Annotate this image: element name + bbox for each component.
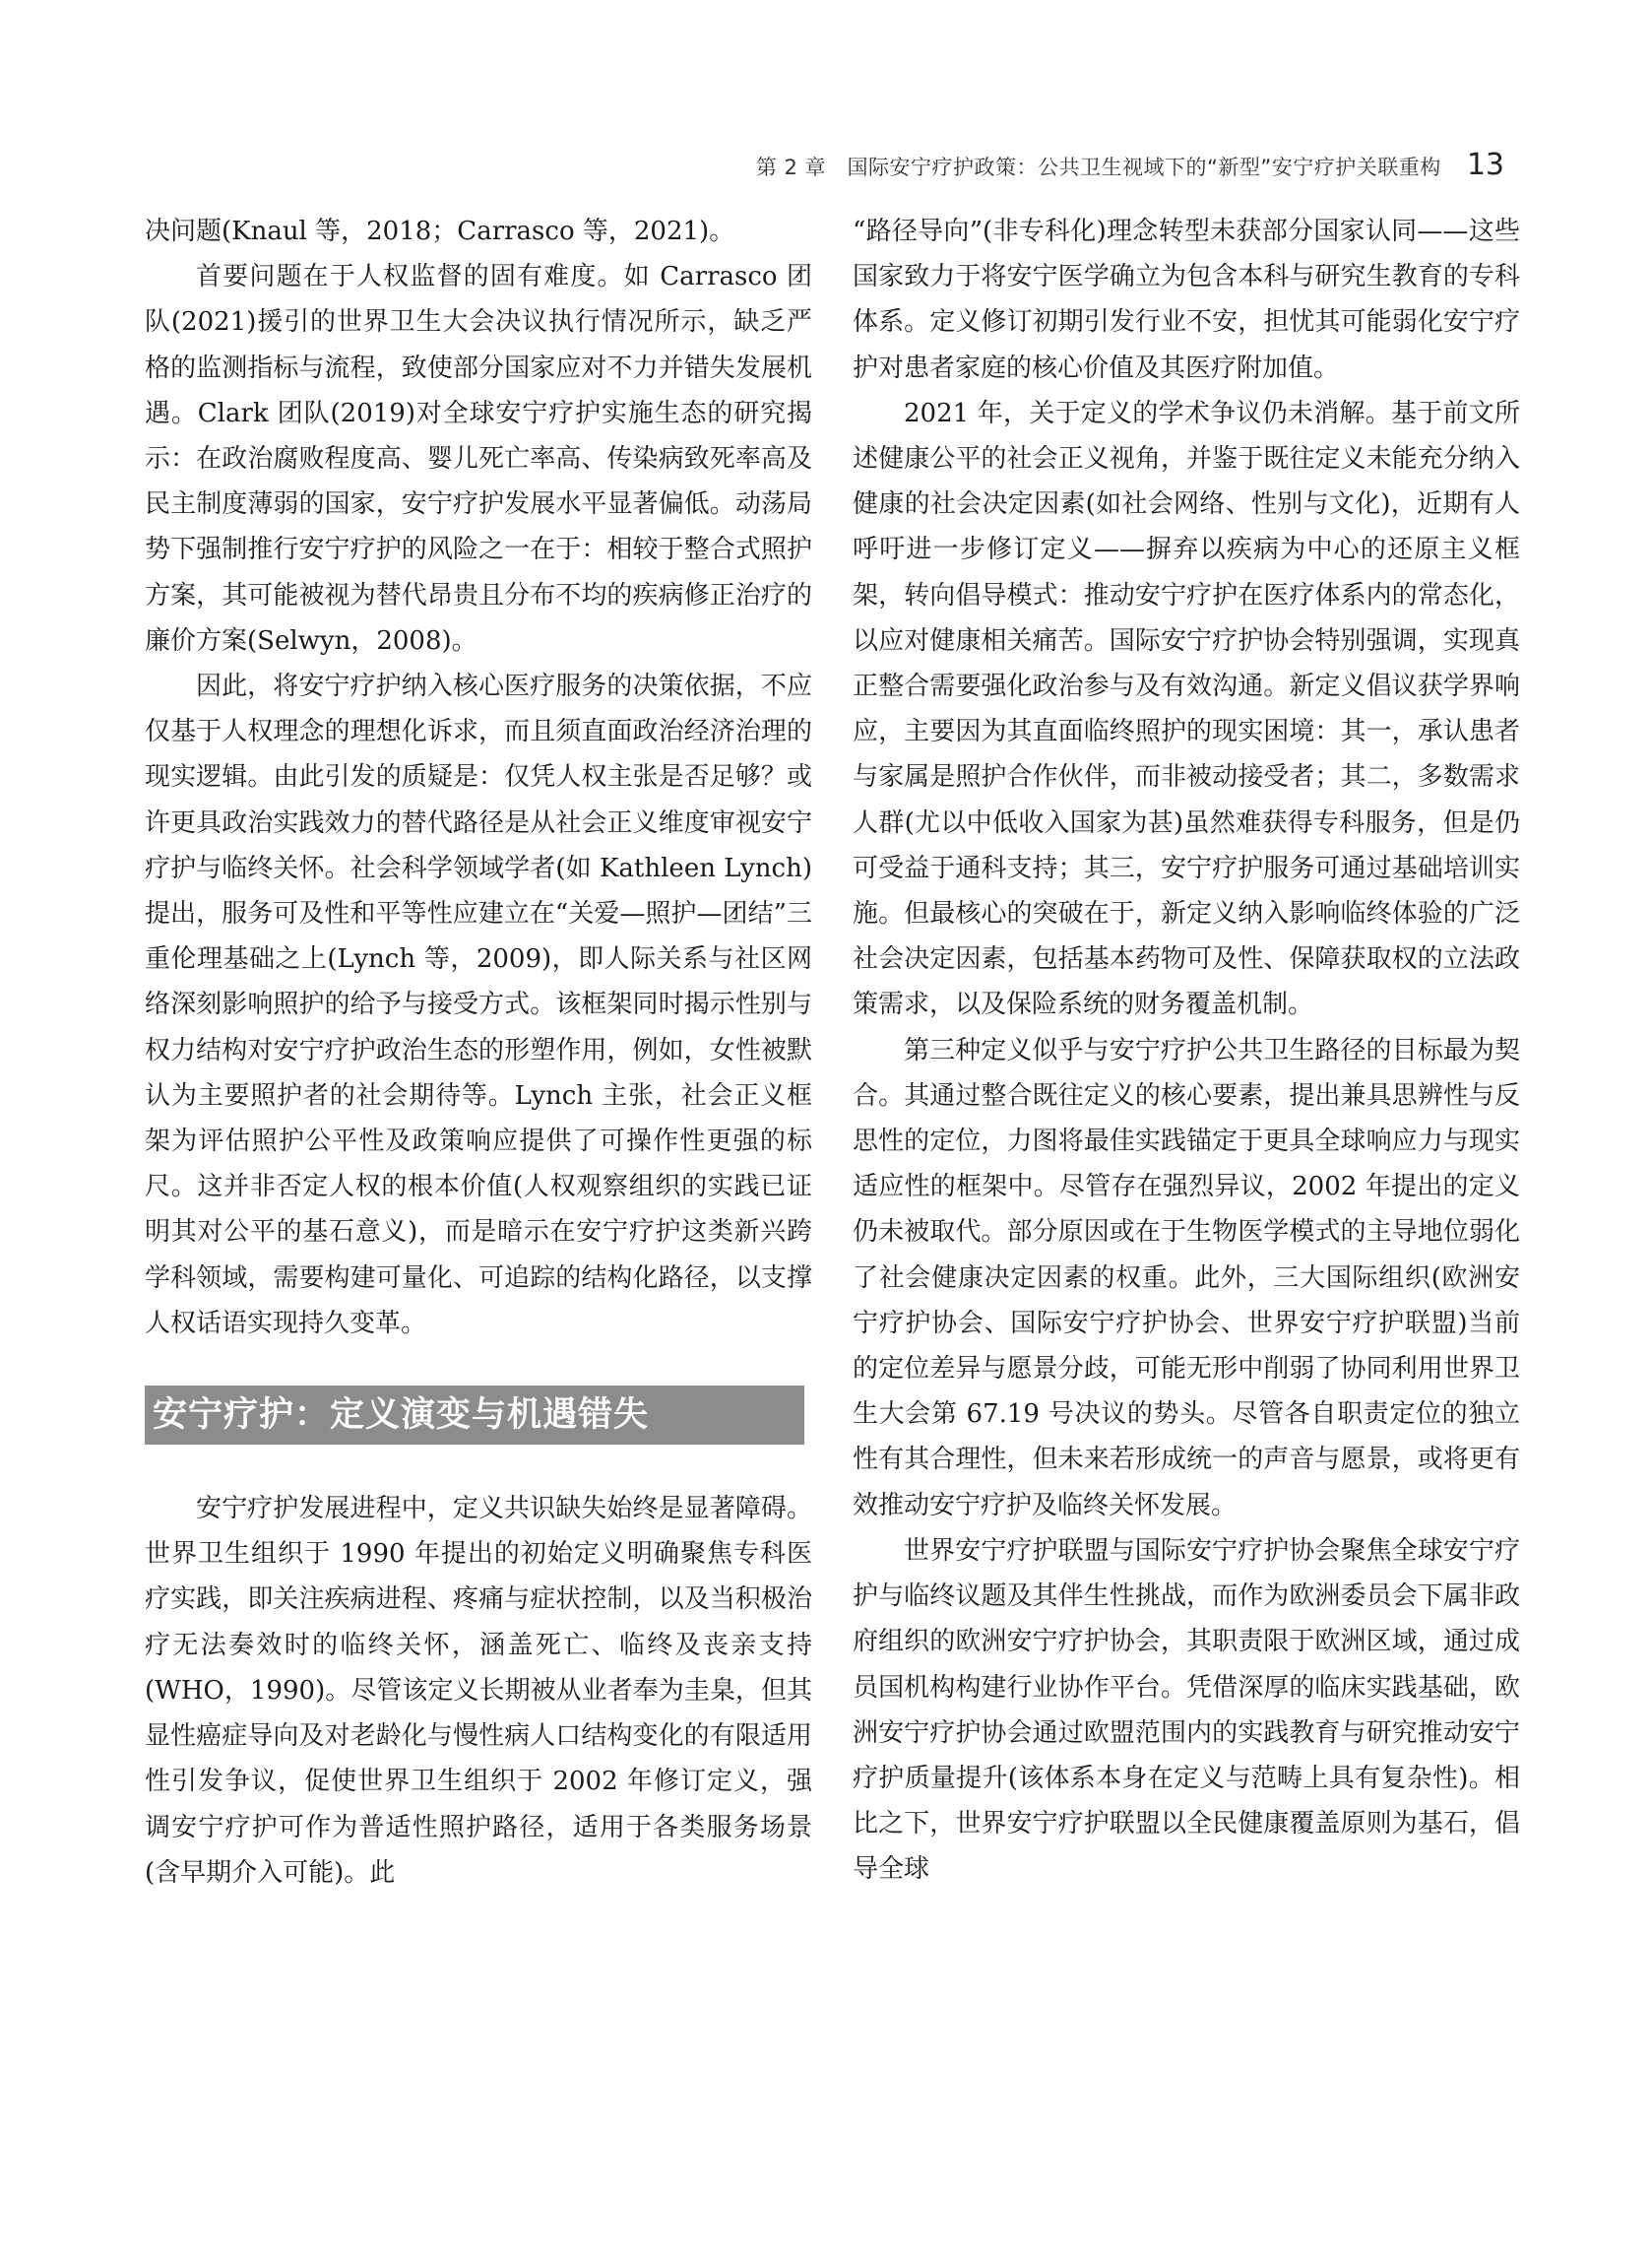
paragraph: 2021 年，关于定义的学术争议仍未消解。基于前文所述健康公平的社会正义视角，并鉴于既往定义未能充分纳入健康的社会决定因素(如社会网络、性别与文化)，近期有人呼吁进一步修订定义——摒弃以疾病为中心的还原主义框架，转向倡导模式：推动安宁疗护在医疗体系内的常态化，以应对健康相关痛苦。国际安宁疗护协会特别强调，实现真正整合需要强化政治参与及有效沟通。新定义倡议获学界响应，主要因为其直面临终照护的现实困境：其一，承认患者与家属是照护合作伙伴，而非被动接受者；其二，多数需求人群(尤以中低收入国家为甚)虽然难获得专科服务，但是仍可受益于通科支持；其三，安宁疗护服务可通过基础培训实施。但最核心的突破在于，新定义纳入影响临终体验的广泛社会决定因素，包括基本药物可及性、保障获取权的立法政策需求，以及保险系统的财务覆盖机制。	[853, 398, 1520, 1020]
page-number: 13	[1466, 148, 1504, 182]
section-heading	[145, 1386, 804, 1445]
paragraph: “路径导向”(非专科化)理念转型未获部分国家认同——这些国家致力于将安宁医学确立为包含本科与研究生教育的专科体系。定义修订初期引发行业不安，担忧其可能弱化安宁疗护对患者家庭的核心价值及其医疗附加值。	[853, 217, 1520, 383]
paragraph: 安宁疗护发展进程中，定义共识缺失始终是显著障碍。世界卫生组织于 1990 年提出的初始定义明确聚焦专科医疗实践，即关注疾病进程、疼痛与症状控制，以及当积极治疗无法奏效时的临终关怀，涵盖死亡、临终及丧亲支持(WHO，1990)。尽管该定义长期被从业者奉为圭臬，但其显性癌症导向及对老龄化与慢性病人口结构变化的有限适用性引发争议，促使世界卫生组织于 2002 年修订定义，强调安宁疗护可作为普适性照护路径，适用于各类服务场景(含早期介入可能)。此	[145, 1494, 812, 1888]
right-column	[853, 209, 1520, 1893]
section-title: 安宁疗护：定义演变与机遇错失	[153, 1393, 650, 1435]
left-column	[145, 209, 812, 1896]
running-header	[143, 148, 1504, 187]
paragraph: 决问题(Knaul 等，2018；Carrasco 等，2021)。	[145, 217, 735, 246]
running-title: 第 2 章 国际安宁疗护政策：公共卫生视域下的“新型”安宁疗护关联重构	[755, 156, 1441, 179]
paragraph: 因此，将安宁疗护纳入核心医疗服务的决策依据，不应仅基于人权理念的理想化诉求，而且须直面政治经济治理的现实逻辑。由此引发的质疑是：仅凭人权主张是否足够？或许更具政治实践效力的替代路径是从社会正义维度审视安宁疗护与临终关怀。社会科学领域学者(如 Kathleen Lynch)提出，服务可及性和平等性应建立在“关爱—照护—团结”三重伦理基础之上(Lynch 等，2009)，即人际关系与社区网络深刻影响照护的给予与接受方式。该框架同时揭示性别与权力结构对安宁疗护政治生态的形塑作用，例如，女性被默认为主要照护者的社会期待等。Lynch 主张，社会正义框架为评估照护公平性及政策响应提供了可操作性更强的标尺。这并非否定人权的根本价值(人权观察组织的实践已证明其对公平的基石意义)，而是暗示在安宁疗护这类新兴跨学科领域，需要构建可量化、可追踪的结构化路径，以支撑人权话语实现持久变革。	[145, 672, 812, 1338]
paragraph: 世界安宁疗护联盟与国际安宁疗护协会聚焦全球安宁疗护与临终议题及其伴生性挑战，而作为欧洲委员会下属非政府组织的欧洲安宁疗护协会，其职责限于欧洲区域，通过成员国机构构建行业协作平台。凭借深厚的临床实践基础，欧洲安宁疗护协会通过欧盟范围内的实践教育与研究推动安宁疗护质量提升(该体系本身在定义与范畴上具有复杂性)。相比之下，世界安宁疗护联盟以全民健康覆盖原则为基石，倡导全球	[853, 1535, 1520, 1885]
paragraph: 第三种定义似乎与安宁疗护公共卫生路径的目标最为契合。其通过整合既往定义的核心要素，提出兼具思辨性与反思性的定位，力图将最佳实践锚定于更具全球响应力与现实适应性的框架中。尽管存在强烈异议，2002 年提出的定义仍未被取代。部分原因或在于生物医学模式的主导地位弱化了社会健康决定因素的权重。此外，三大国际组织(欧洲安宁疗护协会、国际安宁疗护协会、世界安宁疗护联盟)当前的定位差异与愿景分歧，可能无形中削弱了协同利用世界卫生大会第 67.19 号决议的势头。尽管各自职责定位的独立性有其合理性，但未来若形成统一的声音与愿景，或将更有效推动安宁疗护及临终关怀发展。	[853, 1035, 1520, 1520]
paragraph: 首要问题在于人权监督的固有难度。如 Carrasco 团队(2021)援引的世界卫生大会决议执行情况所示，缺乏严格的监测指标与流程，致使部分国家应对不力并错失发展机遇。Clark 团队(2019)对全球安宁疗护实施生态的研究揭示：在政治腐败程度高、婴儿死亡率高、传染病致死率高及民主制度薄弱的国家，安宁疗护发展水平显著偏低。动荡局势下强制推行安宁疗护的风险之一在于：相较于整合式照护方案，其可能被视为替代昂贵且分布不均的疾病修正治疗的廉价方案(Selwyn，2008)。	[145, 262, 812, 656]
